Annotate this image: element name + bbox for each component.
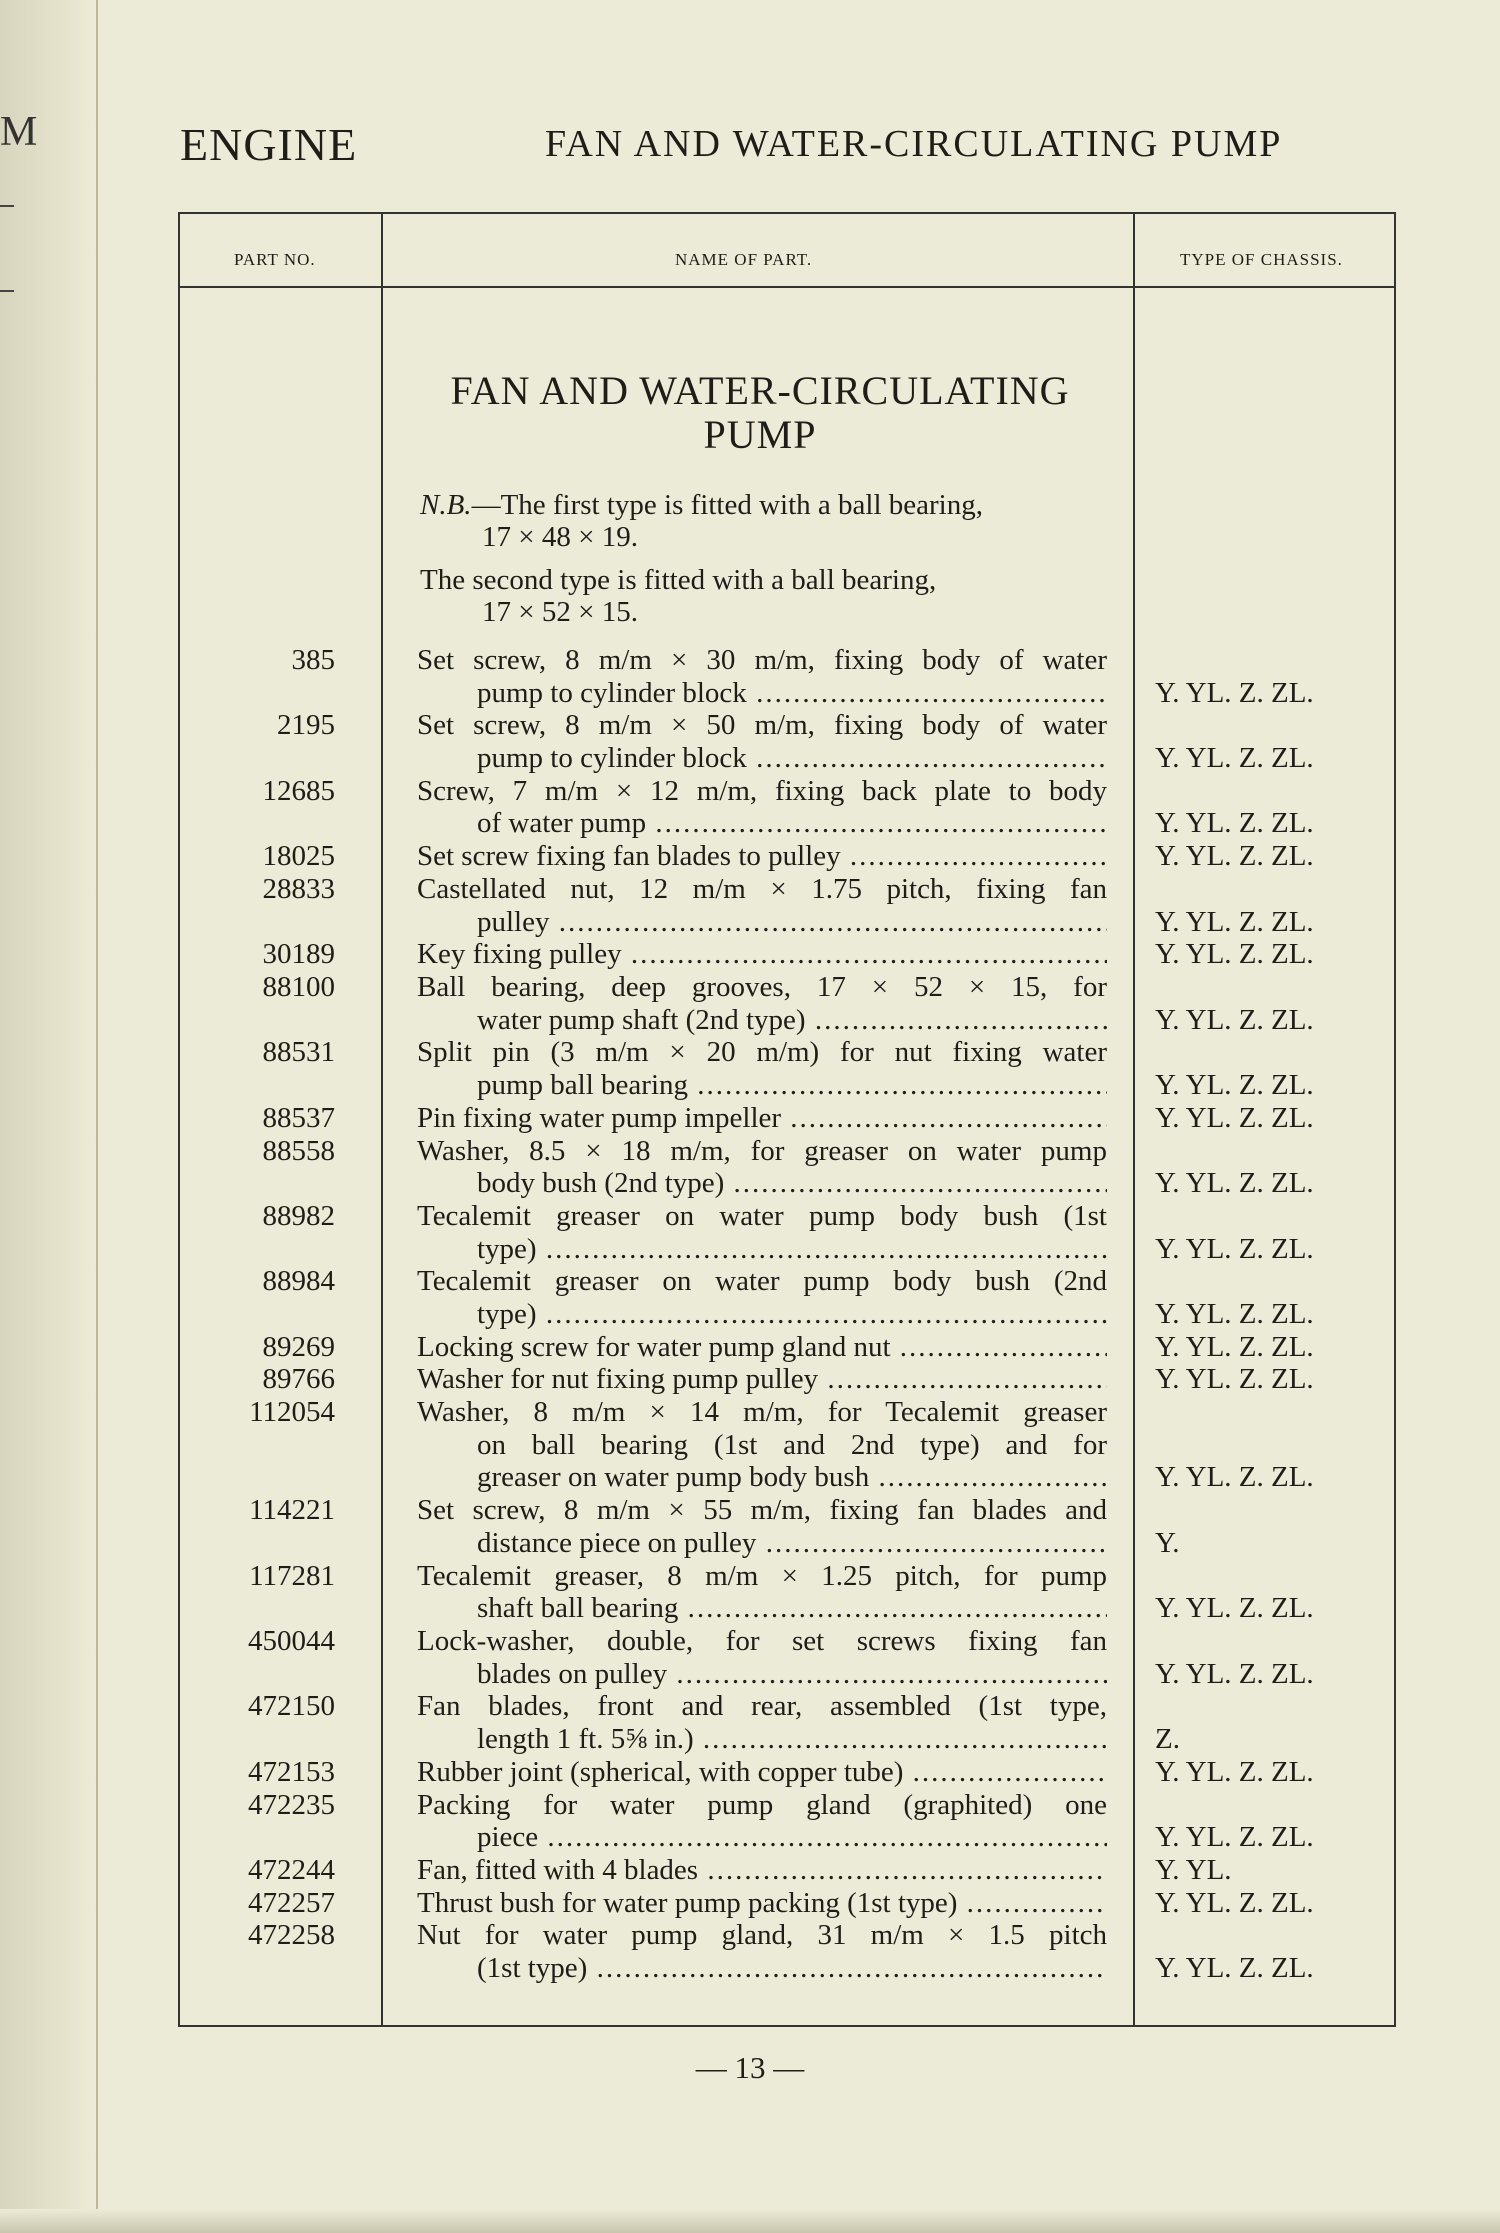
description-line: of water pump ..... [417, 807, 1107, 840]
chassis-type: Y. YL. Z. ZL. [1155, 1951, 1314, 1984]
part-number: 88531 [262, 1036, 335, 1069]
description-line: Set screw, 8 m/m × 50 m/m, fixing body of water [417, 709, 1107, 742]
part-description [417, 1102, 1107, 1135]
chassis-type: Y. YL. Z. ZL. [1155, 1363, 1314, 1396]
chassis-type: Y. YL. Z. ZL. [1155, 1069, 1314, 1102]
part-number: 88100 [262, 971, 335, 1003]
note-label: N.B. [420, 489, 472, 521]
chassis-type: Y. YL. Z. ZL. [1155, 807, 1314, 840]
chassis-type: Y. YL. Z. ZL. [1155, 1592, 1314, 1625]
description-line: greaser on water pump body bush ..... [417, 1461, 1107, 1494]
description-line: Washer, 8 m/m × 14 m/m, for Tecalemit greaser [417, 1396, 1107, 1429]
part-description [417, 1265, 1107, 1330]
chassis-type: Y. YL. Z. ZL. [1155, 1821, 1314, 1854]
chassis-type: Y. YL. Z. ZL. [1155, 1232, 1314, 1265]
part-description [417, 644, 1107, 709]
part-description [417, 1756, 1107, 1789]
description-line: Nut for water pump gland, 31 m/m × 1.5 pitch [417, 1919, 1107, 1952]
running-header-left: ENGINE [180, 119, 358, 170]
header-rule [180, 286, 1394, 288]
section-title-line: FAN AND WATER-CIRCULATING [450, 368, 1070, 413]
part-description [417, 1560, 1107, 1625]
part-description [417, 1625, 1107, 1690]
page-number: — 13 — [695, 2050, 805, 2085]
part-number: 112054 [249, 1396, 335, 1429]
part-number: 88558 [262, 1134, 335, 1167]
description-line: Set screw, 8 m/m × 30 m/m, fixing body of water [417, 644, 1107, 676]
description-line: Tecalemit greaser, 8 m/m × 1.25 pitch, for pump [417, 1559, 1107, 1592]
part-number: 472257 [248, 1886, 335, 1919]
adjacent-page-letter: M [0, 109, 38, 155]
description-line: Rubber joint (spherical, with copper tube) ..... [417, 1756, 1107, 1789]
part-description [417, 1331, 1107, 1364]
description-line: pump to cylinder block ..... [417, 677, 1107, 710]
part-description [417, 1396, 1107, 1494]
adjacent-page-rule [0, 205, 14, 207]
chassis-type: Y. YL. Z. ZL. [1155, 938, 1314, 971]
chassis-type: Y. YL. Z. ZL. [1155, 1003, 1314, 1036]
description-line: Washer, 8.5 × 18 m/m, for greaser on water pump [417, 1134, 1107, 1167]
part-description [417, 1854, 1107, 1887]
description-line: Ball bearing, deep grooves, 17 × 52 × 15, for [417, 971, 1107, 1003]
part-number: 472153 [248, 1755, 335, 1788]
description-line: pulley ..... [417, 906, 1107, 939]
description-line: type) ..... [417, 1233, 1107, 1266]
part-description [417, 1789, 1107, 1854]
part-number: 12685 [262, 774, 335, 807]
part-number: 2195 [277, 709, 335, 742]
note-text: —The first type is fitted with a ball bearing, [471, 489, 983, 521]
description-line: length 1 ft. 5⅝ in.) ..... [417, 1723, 1107, 1756]
chassis-type: Y. YL. Z. ZL. [1155, 676, 1314, 709]
part-number: 88537 [262, 1101, 335, 1134]
chassis-type: Y. YL. Z. ZL. [1155, 1461, 1314, 1494]
description-line: pump ball bearing ..... [417, 1069, 1107, 1102]
chassis-type: Y. YL. Z. ZL. [1155, 1755, 1314, 1788]
description-line: Screw, 7 m/m × 12 m/m, fixing back plate to body [417, 774, 1107, 807]
column-header-name: NAME OF PART. [675, 250, 813, 269]
note-text: 17 × 48 × 19. [482, 521, 638, 553]
part-number: 472244 [248, 1853, 335, 1886]
description-line: Thrust bush for water pump packing (1st type) ..... [417, 1887, 1107, 1920]
page-fold-line [96, 0, 98, 2233]
part-description [417, 1887, 1107, 1920]
chassis-type: Y. YL. Z. ZL. [1155, 1101, 1314, 1134]
part-description [417, 1494, 1107, 1559]
description-line: (1st type) ..... [417, 1952, 1107, 1985]
column-header-chassis: TYPE OF CHASSIS. [1180, 250, 1343, 269]
description-line: Key fixing pulley ..... [417, 938, 1107, 971]
description-line: piece ..... [417, 1821, 1107, 1854]
note-text: 17 × 52 × 15. [482, 596, 638, 628]
chassis-type: Y. YL. Z. ZL. [1155, 1330, 1314, 1363]
part-description [417, 971, 1107, 1036]
part-description [417, 873, 1107, 938]
note-second-type [420, 564, 1105, 628]
part-description [417, 840, 1107, 873]
description-line: body bush (2nd type) ..... [417, 1167, 1107, 1200]
column-divider [381, 214, 383, 2025]
part-number: 28833 [262, 872, 335, 905]
description-line: pump to cylinder block ..... [417, 742, 1107, 775]
part-number: 472235 [248, 1788, 335, 1821]
description-line: type) ..... [417, 1298, 1107, 1331]
running-header-right: FAN AND WATER-CIRCULATING PUMP [545, 123, 1283, 165]
column-divider [1133, 214, 1135, 2025]
part-description [417, 1036, 1107, 1101]
parts-table [178, 212, 1396, 2027]
chassis-type: Y. YL. Z. ZL. [1155, 1886, 1314, 1919]
description-line: Tecalemit greaser on water pump body bush (1st [417, 1199, 1107, 1232]
part-number: 472258 [248, 1919, 335, 1952]
chassis-type: Y. YL. Z. ZL. [1155, 742, 1314, 775]
description-line: Fan blades, front and rear, assembled (1st type, [417, 1690, 1107, 1723]
chassis-type: Y. [1155, 1526, 1180, 1559]
chassis-type: Y. YL. Z. ZL. [1155, 1297, 1314, 1330]
part-description [417, 1200, 1107, 1265]
description-line: water pump shaft (2nd type) ..... [417, 1004, 1107, 1037]
description-line: Locking screw for water pump gland nut ..... [417, 1331, 1107, 1364]
description-line: Split pin (3 m/m × 20 m/m) for nut fixing water [417, 1036, 1107, 1069]
description-line: Lock-washer, double, for set screws fixing fan [417, 1625, 1107, 1657]
description-line: Tecalemit greaser on water pump body bush (2nd [417, 1265, 1107, 1298]
part-description [417, 1135, 1107, 1200]
description-line: distance piece on pulley ..... [417, 1527, 1107, 1560]
section-title-line: PUMP [703, 412, 817, 457]
part-description [417, 775, 1107, 840]
column-header-part-no: PART NO. [234, 250, 316, 269]
part-description [417, 1919, 1107, 1984]
section-title [380, 369, 1140, 457]
part-number: 117281 [249, 1559, 335, 1592]
part-number: 88982 [262, 1199, 335, 1232]
part-number: 18025 [262, 840, 335, 873]
part-number: 385 [291, 644, 335, 676]
description-line: Fan, fitted with 4 blades ..... [417, 1854, 1107, 1887]
description-line: Pin fixing water pump impeller ..... [417, 1102, 1107, 1135]
chassis-type: Y. YL. [1155, 1853, 1232, 1886]
part-number: 89269 [262, 1330, 335, 1363]
description-line: shaft ball bearing ..... [417, 1592, 1107, 1625]
part-description [417, 1363, 1107, 1396]
description-line: Set screw fixing fan blades to pulley ..... [417, 840, 1107, 873]
chassis-type: Y. YL. Z. ZL. [1155, 1167, 1314, 1200]
description-line: Washer for nut fixing pump pulley ..... [417, 1363, 1107, 1396]
description-line: blades on pulley ..... [417, 1658, 1107, 1691]
part-description [417, 709, 1107, 774]
part-number: 114221 [249, 1494, 335, 1527]
part-number: 30189 [262, 938, 335, 971]
chassis-type: Z. [1155, 1723, 1180, 1756]
chassis-type: Y. YL. Z. ZL. [1155, 840, 1314, 873]
page-gutter-shadow [0, 0, 95, 2233]
chassis-type: Y. YL. Z. ZL. [1155, 1657, 1314, 1690]
description-line: Packing for water pump gland (graphited) one [417, 1788, 1107, 1821]
page-bottom-shadow [0, 2209, 1500, 2233]
adjacent-page-rule [0, 290, 14, 292]
part-description [417, 938, 1107, 971]
description-line: Set screw, 8 m/m × 55 m/m, fixing fan blades and [417, 1494, 1107, 1527]
part-number: 89766 [262, 1363, 335, 1396]
part-number: 450044 [248, 1625, 335, 1657]
note-first-type [420, 489, 1105, 553]
part-number: 472150 [248, 1690, 335, 1723]
part-description [417, 1690, 1107, 1755]
part-number: 88984 [262, 1265, 335, 1298]
description-line: on ball bearing (1st and 2nd type) and for [477, 1428, 1107, 1461]
description-line: Castellated nut, 12 m/m × 1.75 pitch, fixing fan [417, 872, 1107, 905]
chassis-type: Y. YL. Z. ZL. [1155, 905, 1314, 938]
note-text: The second type is fitted with a ball bearing, [420, 564, 937, 596]
